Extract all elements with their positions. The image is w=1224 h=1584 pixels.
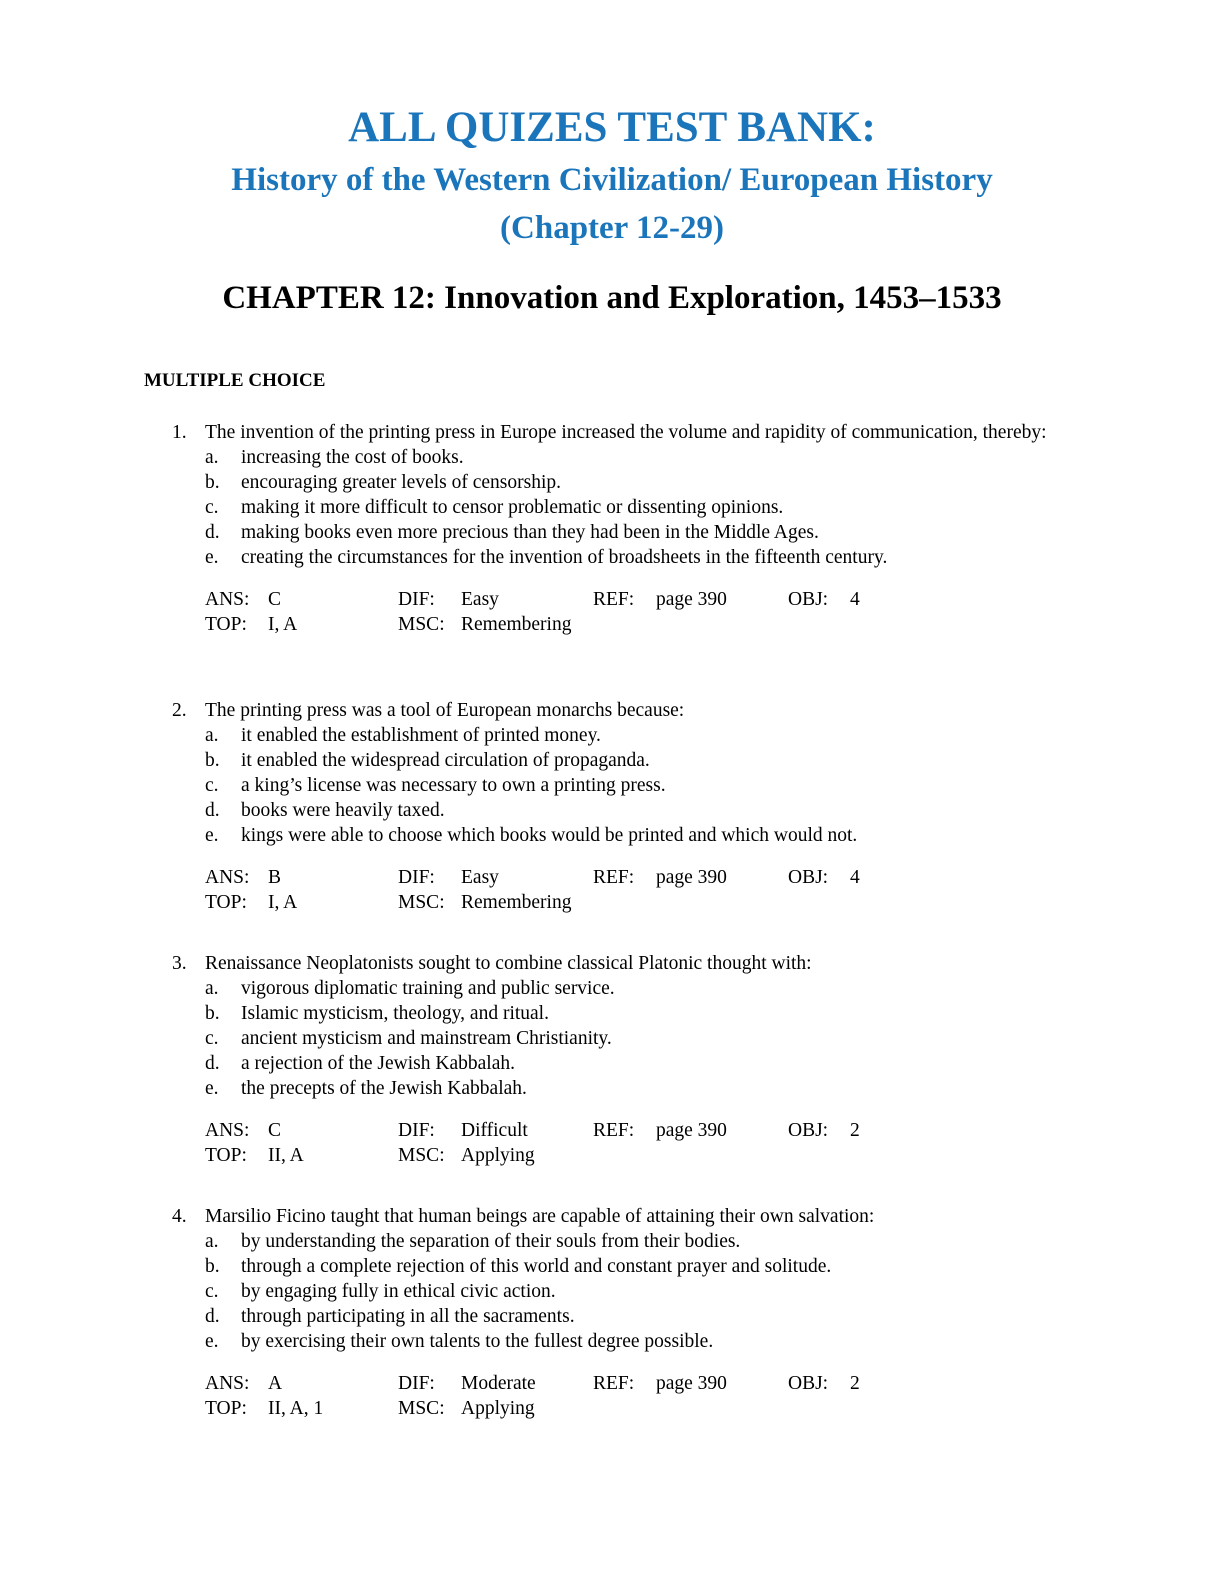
- msc-field: MSC: Applying: [398, 1145, 535, 1166]
- option-e: [144, 823, 1084, 848]
- chapter-title: CHAPTER 12: Innovation and Exploration, 1453–1533: [222, 280, 1002, 316]
- document-subtitle-line1: History of the Western Civilization/ European History: [231, 162, 993, 198]
- topic-value: I, A: [268, 614, 298, 635]
- topic-value: II, A, 1: [268, 1398, 324, 1419]
- option-letter: c.: [205, 1028, 219, 1049]
- option-text: increasing the cost of books.: [241, 447, 464, 468]
- option-c: [144, 1279, 1084, 1304]
- difficulty-field: DIF: Easy: [398, 867, 499, 888]
- option-text: it enabled the establishment of printed money.: [241, 725, 601, 746]
- difficulty-field: DIF: Easy: [398, 589, 499, 610]
- reference-field: REF: page 390: [593, 1120, 727, 1141]
- answer-metadata: [144, 1118, 1084, 1168]
- question-text: Marsilio Ficino taught that human beings are capable of attaining their own salvation:: [205, 1206, 875, 1227]
- answer-value: B: [268, 867, 282, 888]
- option-c: [144, 773, 1084, 798]
- question-number: 4.: [172, 1206, 187, 1227]
- option-letter: c.: [205, 497, 219, 518]
- document-subtitle-line2: (Chapter 12-29): [500, 210, 724, 246]
- msc-field: MSC: Remembering: [398, 892, 572, 913]
- reference-field: REF: page 390: [593, 867, 727, 888]
- option-a: [144, 445, 1084, 470]
- option-letter: b.: [205, 1003, 220, 1024]
- option-e: [144, 1329, 1084, 1354]
- option-text: a rejection of the Jewish Kabbalah.: [241, 1053, 515, 1074]
- question-number: 1.: [172, 422, 187, 443]
- option-d: [144, 1304, 1084, 1329]
- objective-field: OBJ: 2: [788, 1373, 860, 1394]
- option-letter: d.: [205, 1053, 220, 1074]
- question-stem: [144, 1204, 1084, 1229]
- objective-value: 4: [850, 589, 860, 610]
- option-text: creating the circumstances for the invention of broadsheets in the fifteenth century.: [241, 547, 888, 568]
- msc-value: Applying: [461, 1145, 535, 1166]
- objective-field: OBJ: 4: [788, 589, 860, 610]
- option-text: by engaging fully in ethical civic action.: [241, 1281, 556, 1302]
- option-letter: e.: [205, 1078, 219, 1099]
- question-text: The invention of the printing press in Europe increased the volume and rapidity of communication, thereby:: [205, 422, 1047, 443]
- difficulty-value: Moderate: [461, 1373, 536, 1394]
- objective-value: 4: [850, 867, 860, 888]
- answer-value: C: [268, 1120, 282, 1141]
- option-a: [144, 723, 1084, 748]
- option-list: [144, 723, 1084, 848]
- question-2: [144, 698, 1084, 915]
- option-b: [144, 1254, 1084, 1279]
- question-stem: [144, 698, 1084, 723]
- option-letter: d.: [205, 522, 220, 543]
- answer-metadata: [144, 587, 1084, 637]
- option-text: by understanding the separation of their souls from their bodies.: [241, 1231, 741, 1252]
- title-block: [0, 100, 1224, 252]
- msc-field: MSC: Applying: [398, 1398, 535, 1419]
- answer-field: ANS: B: [205, 867, 282, 888]
- option-letter: a.: [205, 1231, 219, 1252]
- question-1: [144, 420, 1084, 637]
- option-letter: d.: [205, 1306, 220, 1327]
- option-text: making books even more precious than they had been in the Middle Ages.: [241, 522, 819, 543]
- option-letter: c.: [205, 775, 219, 796]
- option-letter: e.: [205, 1331, 219, 1352]
- difficulty-value: Easy: [461, 589, 499, 610]
- option-letter: e.: [205, 547, 219, 568]
- msc-value: Remembering: [461, 892, 572, 913]
- document-title: ALL QUIZES TEST BANK:: [348, 104, 876, 151]
- option-a: [144, 976, 1084, 1001]
- reference-field: REF: page 390: [593, 1373, 727, 1394]
- question-number: 3.: [172, 953, 187, 974]
- option-letter: b.: [205, 750, 220, 771]
- option-text: a king’s license was necessary to own a printing press.: [241, 775, 666, 796]
- msc-field: MSC: Remembering: [398, 614, 572, 635]
- option-text: the precepts of the Jewish Kabbalah.: [241, 1078, 527, 1099]
- option-d: [144, 1051, 1084, 1076]
- option-a: [144, 1229, 1084, 1254]
- option-text: ancient mysticism and mainstream Christianity.: [241, 1028, 612, 1049]
- objective-field: OBJ: 2: [788, 1120, 860, 1141]
- msc-value: Remembering: [461, 614, 572, 635]
- answer-value: C: [268, 589, 282, 610]
- option-text: Islamic mysticism, theology, and ritual.: [241, 1003, 549, 1024]
- answer-field: ANS: C: [205, 589, 282, 610]
- option-e: [144, 545, 1084, 570]
- section-label: MULTIPLE CHOICE: [144, 370, 326, 391]
- option-text: kings were able to choose which books would be printed and which would not.: [241, 825, 858, 846]
- difficulty-value: Easy: [461, 867, 499, 888]
- option-letter: e.: [205, 825, 219, 846]
- topic-field: TOP: I, A: [205, 892, 298, 913]
- question-text: Renaissance Neoplatonists sought to combine classical Platonic thought with:: [205, 953, 812, 974]
- objective-field: OBJ: 4: [788, 867, 860, 888]
- reference-field: REF: page 390: [593, 589, 727, 610]
- reference-value: page 390: [656, 1373, 727, 1394]
- option-text: through participating in all the sacraments.: [241, 1306, 575, 1327]
- topic-field: TOP: II, A, 1: [205, 1398, 324, 1419]
- option-letter: a.: [205, 978, 219, 999]
- question-stem: [144, 951, 1084, 976]
- option-text: making it more difficult to censor problematic or dissenting opinions.: [241, 497, 784, 518]
- option-text: books were heavily taxed.: [241, 800, 445, 821]
- option-d: [144, 798, 1084, 823]
- option-letter: b.: [205, 472, 220, 493]
- option-letter: a.: [205, 447, 219, 468]
- option-list: [144, 1229, 1084, 1354]
- difficulty-field: DIF: Difficult: [398, 1120, 528, 1141]
- option-letter: a.: [205, 725, 219, 746]
- option-text: by exercising their own talents to the fullest degree possible.: [241, 1331, 714, 1352]
- option-text: vigorous diplomatic training and public service.: [241, 978, 615, 999]
- objective-value: 2: [850, 1120, 860, 1141]
- reference-value: page 390: [656, 589, 727, 610]
- reference-value: page 390: [656, 867, 727, 888]
- objective-value: 2: [850, 1373, 860, 1394]
- option-e: [144, 1076, 1084, 1101]
- answer-value: A: [268, 1373, 283, 1394]
- option-c: [144, 495, 1084, 520]
- question-text: The printing press was a tool of European monarchs because:: [205, 700, 685, 721]
- option-text: it enabled the widespread circulation of propaganda.: [241, 750, 650, 771]
- answer-field: ANS: C: [205, 1120, 282, 1141]
- option-b: [144, 1001, 1084, 1026]
- answer-metadata: [144, 1371, 1084, 1421]
- topic-field: TOP: II, A: [205, 1145, 304, 1166]
- difficulty-value: Difficult: [461, 1120, 528, 1141]
- question-stem: [144, 420, 1084, 445]
- topic-value: II, A: [268, 1145, 304, 1166]
- answer-metadata: [144, 865, 1084, 915]
- option-d: [144, 520, 1084, 545]
- option-letter: b.: [205, 1256, 220, 1277]
- question-number: 2.: [172, 700, 187, 721]
- question-4: [144, 1204, 1084, 1421]
- topic-value: I, A: [268, 892, 298, 913]
- reference-value: page 390: [656, 1120, 727, 1141]
- option-list: [144, 976, 1084, 1101]
- option-letter: d.: [205, 800, 220, 821]
- option-b: [144, 470, 1084, 495]
- option-list: [144, 445, 1084, 570]
- option-b: [144, 748, 1084, 773]
- question-3: [144, 951, 1084, 1168]
- option-c: [144, 1026, 1084, 1051]
- option-letter: c.: [205, 1281, 219, 1302]
- topic-field: TOP: I, A: [205, 614, 298, 635]
- option-text: encouraging greater levels of censorship.: [241, 472, 561, 493]
- option-text: through a complete rejection of this world and constant prayer and solitude.: [241, 1256, 832, 1277]
- answer-field: ANS: A: [205, 1373, 283, 1394]
- difficulty-field: DIF: Moderate: [398, 1373, 536, 1394]
- msc-value: Applying: [461, 1398, 535, 1419]
